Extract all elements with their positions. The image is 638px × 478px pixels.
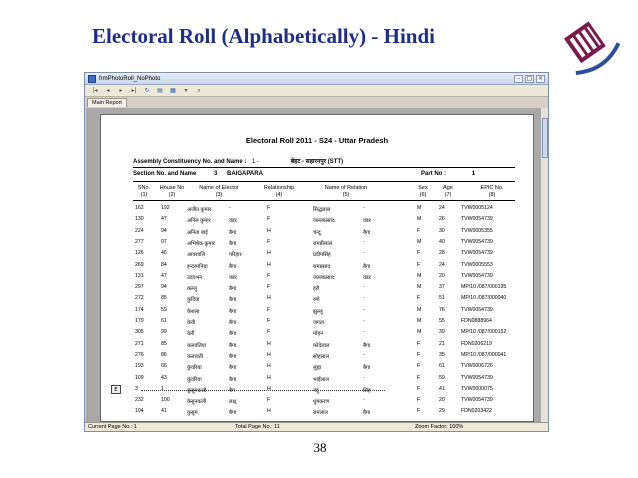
cell-suffix: बैगा [229, 353, 237, 360]
cell-epic: TVW0054739 [461, 216, 493, 223]
cell-relname: फोदेलाल [313, 342, 330, 349]
report-window [84, 72, 549, 432]
cell-epic: TVW0054739 [461, 306, 493, 313]
cell-sex: F [417, 340, 421, 347]
column-rule [133, 200, 515, 201]
cell-suffix: बैगा [229, 240, 237, 247]
cell-suffix: बैगा [229, 331, 237, 338]
cell-name: कुंवरिया [187, 376, 202, 383]
table-row[interactable] [101, 316, 534, 328]
cell-age: 29 [439, 408, 445, 415]
cell-relname: धुमकरण [313, 399, 330, 406]
cell-name: अनिता बाई [187, 229, 208, 236]
part-line [421, 171, 475, 177]
cell-sex: F [417, 363, 421, 370]
cell-epic: MP/10 /087/000152 [461, 329, 507, 336]
cell-epic: TVW0054739 [461, 238, 493, 245]
cell-sno: 232 [135, 397, 144, 404]
cell-house: 84 [161, 261, 167, 268]
cell-relsuffix: - [363, 238, 365, 245]
cell-age: 30 [439, 227, 445, 234]
table-row[interactable] [101, 248, 534, 260]
table-row[interactable] [101, 361, 534, 373]
cell-rel: H [267, 363, 271, 370]
cell-sno: 193 [135, 363, 144, 370]
cell-name: कल्लू [187, 286, 197, 293]
column-header-label: SNo. [137, 185, 151, 191]
cell-sex: F [417, 250, 421, 257]
report-viewer [86, 108, 547, 422]
close-icon[interactable]: × [537, 74, 544, 82]
section-no: 3 [214, 171, 218, 177]
cell-name: केसुनकली [187, 399, 207, 406]
cell-sex: M [417, 238, 422, 245]
cell-house: 47 [161, 272, 167, 279]
cell-epic: MP/10 /087/000041 [461, 351, 507, 358]
cell-house: 85 [161, 295, 167, 302]
cell-rel: H [267, 385, 271, 392]
section-label: Section No. and Name [133, 171, 197, 177]
table-row[interactable] [101, 395, 534, 407]
first-page-icon[interactable]: |◂ [92, 86, 98, 94]
column-header-number: (4) [275, 192, 283, 198]
column-header-label: House No [159, 185, 185, 191]
cell-relname: मोहन [313, 331, 324, 338]
cell-sno: 109 [135, 374, 144, 381]
cell-sex: F [417, 374, 421, 381]
cell-sex: M [417, 272, 422, 279]
cell-sex: M [417, 284, 422, 291]
cell-rel: F [267, 329, 271, 336]
election-commission-logo [542, 6, 634, 84]
column-header-label: Sex [418, 185, 428, 191]
cell-house: 192 [161, 205, 170, 211]
cell-sex: F [417, 408, 421, 415]
cell-sno: 297 [135, 284, 144, 291]
cell-relname: हरी [313, 286, 320, 293]
cell-sno: 174 [135, 306, 144, 313]
cell-suffix: - [229, 205, 231, 211]
cell-relsuffix: - [363, 318, 365, 324]
cell-sno: 162 [135, 205, 144, 211]
cell-age: 26 [439, 216, 445, 223]
cell-rel: H [267, 227, 271, 234]
cell-relsuffix: - [363, 284, 365, 291]
cell-sno: 224 [135, 227, 144, 234]
cell-name: कलवतिया [187, 342, 207, 349]
minimize-icon[interactable]: – [514, 75, 523, 83]
column-header [435, 185, 461, 199]
column-header [157, 185, 187, 199]
cell-sex: M [417, 205, 422, 211]
cell-suffix: बैगा [229, 320, 237, 326]
cell-sno: 104 [135, 408, 144, 415]
cell-epic: TVW0005355 [461, 227, 493, 234]
section-line [133, 171, 263, 177]
cell-rel: H [267, 374, 271, 381]
scrollbar-thumb[interactable] [542, 118, 548, 158]
cell-relname: सिद्धलाल [313, 207, 331, 213]
column-header [189, 185, 249, 199]
cell-relsuffix: - [363, 329, 365, 336]
cell-age: 51 [439, 295, 445, 302]
table-row[interactable] [101, 305, 534, 317]
cell-name: केशला [187, 308, 200, 315]
table-row[interactable] [101, 406, 534, 418]
cell-house: 1 [161, 385, 164, 392]
cell-age: 21 [439, 340, 445, 347]
cell-relname: जगता [313, 320, 325, 326]
cell-suffix: परिहार [229, 252, 242, 259]
cell-sex: M [417, 329, 422, 336]
cell-sno: 271 [135, 340, 144, 347]
cell-sno: 126 [135, 250, 144, 257]
cell-house: 61 [161, 318, 167, 324]
cell-relsuffix: वडर [363, 274, 371, 281]
tab-main-report[interactable]: Main Report [87, 98, 127, 107]
maximize-icon[interactable]: □ [526, 74, 533, 82]
cell-suffix: बैग [229, 387, 235, 394]
cell-relsuffix: - [363, 205, 365, 211]
cell-relsuffix: - [363, 374, 365, 381]
cell-name: केवी [187, 320, 196, 326]
cell-relsuffix: - [363, 250, 365, 257]
cell-sno: 305 [135, 329, 144, 336]
cell-house: 99 [161, 329, 167, 336]
window-title: frmPhotoRoll_NoPhoto [99, 75, 161, 82]
column-header-label: EPIC No. [480, 185, 504, 191]
cell-epic: TVW0054739 [461, 250, 493, 257]
cell-suffix: बैगा [229, 410, 237, 417]
cell-suffix: बैगा [229, 286, 237, 293]
header-rule [133, 167, 515, 168]
part-value: 1 [471, 171, 476, 177]
cell-sno: 179 [135, 318, 144, 324]
cell-rel: H [267, 250, 271, 257]
cell-rel: H [267, 408, 271, 415]
cell-relsuffix: वडर [363, 218, 371, 225]
cell-age: 24 [439, 261, 445, 268]
cell-age: 55 [439, 318, 445, 324]
cell-name: अजीत कुमार [187, 207, 212, 213]
cell-sno: 130 [135, 216, 144, 223]
print-icon[interactable]: ▤ [157, 86, 163, 94]
section-name: BAIGAPARA [227, 171, 263, 177]
table-row[interactable] [101, 260, 534, 272]
cell-relsuffix: सिंह [363, 387, 371, 394]
cell-relsuffix: बैगा [363, 263, 371, 270]
table-row[interactable] [101, 350, 534, 362]
status-total-page: Total Page No.: 11 [235, 424, 280, 430]
cell-sno: 276 [135, 351, 144, 358]
table-row[interactable] [101, 214, 534, 226]
cell-sex: M [417, 216, 422, 223]
cell-relsuffix: - [363, 351, 365, 358]
column-header-number: (5) [342, 192, 350, 198]
cell-suffix: लक्ष् [229, 399, 237, 406]
cell-sex: F [417, 397, 421, 404]
table-row[interactable] [101, 327, 534, 339]
table-row[interactable] [101, 203, 534, 215]
status-bar [85, 422, 548, 431]
cell-epic: TVW0005124 [461, 205, 493, 211]
column-header-number: (6) [419, 192, 427, 198]
cell-rel: F [267, 318, 271, 324]
cell-relname: जल्लाप्रसाद [313, 218, 335, 225]
cell-age: 76 [439, 306, 445, 313]
cell-sex: F [417, 295, 421, 302]
cell-relname: नंदू [313, 387, 319, 394]
cell-house: 94 [161, 284, 167, 291]
table-row[interactable] [101, 384, 534, 396]
cell-relname: रामलाल [313, 410, 328, 417]
cell-age: 37 [439, 284, 445, 291]
column-header-number: (8) [488, 192, 496, 198]
last-page-icon[interactable]: ▸| [131, 86, 137, 94]
cell-relsuffix: - [363, 295, 365, 302]
status-zoom: Zoom Factor: 100% [415, 424, 464, 430]
export-icon[interactable]: ▦ [170, 86, 176, 94]
constituency-label: Assembly Constituency No. and Name : [133, 159, 247, 165]
cell-relsuffix: बैगा [363, 229, 371, 236]
tab-bar [85, 97, 548, 107]
cell-relname: भाईलाल [313, 376, 329, 383]
cell-sex: F [417, 385, 421, 392]
cell-relname: जल्लाप्रसाद [313, 274, 335, 281]
cell-epic: TVW0054739 [461, 397, 493, 404]
cell-house: 07 [161, 238, 167, 245]
cell-house: 59 [161, 306, 167, 313]
report-page [100, 114, 534, 422]
cell-name: कलावती [187, 353, 204, 360]
cell-suffix: बैगा [229, 229, 237, 236]
cell-suffix: वडर [229, 218, 237, 225]
cell-rel: H [267, 340, 271, 347]
cell-rel: F [267, 284, 271, 291]
cell-relname: रामप्रसाद [313, 263, 331, 270]
cell-sno: 269 [135, 261, 144, 268]
cell-age: 24 [439, 205, 445, 211]
column-header [413, 185, 433, 199]
cell-rel: H [267, 351, 271, 358]
cell-house: 41 [161, 408, 167, 415]
cell-epic: TVW0006726 [461, 363, 493, 370]
cell-relsuffix: बैगा [363, 410, 371, 417]
cell-relname: सोहलाल [313, 353, 329, 360]
cell-suffix: बैगा [229, 308, 237, 315]
part-label: Part No : [421, 171, 447, 177]
table-row[interactable] [101, 271, 534, 283]
cell-sno: 131 [135, 272, 144, 279]
cell-relsuffix: - [363, 306, 365, 313]
table-row[interactable] [101, 282, 534, 294]
cell-relname: लुह्ला [313, 365, 322, 372]
cell-age: 59 [439, 374, 445, 381]
cell-sex: F [417, 261, 421, 268]
column-header-number: (1) [140, 192, 148, 198]
cell-name: इन्दरमनिया [187, 263, 208, 270]
cell-rel: F [267, 397, 271, 404]
constituency-hindi: बेहट - सहारनपुर (STT) [290, 159, 344, 165]
cell-rel: F [267, 238, 271, 245]
cell-name: कुसुमकली [187, 387, 207, 394]
cell-name: उदयभन [187, 274, 203, 281]
slide-page-number: 38 [313, 440, 327, 455]
row-focus-rule [141, 390, 385, 391]
cell-house: 47 [161, 216, 167, 223]
cell-relsuffix: बैगा [363, 342, 371, 349]
report-toolbar [85, 85, 548, 97]
cell-house: 46 [161, 250, 167, 257]
cell-relsuffix: बैगा [363, 365, 371, 372]
cell-name: कुसुम [187, 410, 198, 417]
cell-sno: 272 [135, 295, 144, 302]
column-header [467, 185, 517, 199]
cell-relname: रामप्रीलाल [313, 240, 333, 247]
zoom-icon[interactable]: ▾ [184, 86, 188, 94]
cell-house: 94 [161, 227, 167, 234]
column-header-label: Name of Elector [199, 185, 239, 191]
cell-age: 41 [439, 385, 445, 392]
cell-name: अनिल कुमार [187, 218, 211, 225]
cell-suffix: बैगा [229, 342, 237, 349]
slide-title: Electoral Roll (Alphabetically) - Hindi [92, 24, 435, 48]
column-header-number: (2) [168, 192, 176, 198]
cell-house: 86 [161, 351, 167, 358]
cell-sex: M [417, 318, 422, 324]
cell-relsuffix: - [363, 397, 365, 404]
column-header-label: Relationship [263, 185, 295, 191]
column-header [259, 185, 299, 199]
cell-epic: TVW0054739 [461, 374, 493, 381]
table-row[interactable] [101, 293, 534, 305]
cell-age: 61 [439, 363, 445, 370]
cell-house: 85 [161, 340, 167, 347]
cell-rel: F [267, 306, 271, 313]
cell-suffix: वडर [229, 274, 237, 281]
cell-name: केरी [187, 331, 195, 338]
cell-suffix: बैगा [229, 297, 237, 304]
cell-suffix: बैगा [229, 376, 237, 383]
vertical-scrollbar[interactable] [540, 108, 548, 422]
cell-relname: झुल्लू [313, 308, 323, 315]
cell-house: 100 [161, 397, 170, 404]
prev-page-icon[interactable]: ◂ [106, 86, 110, 94]
cell-age: 20 [439, 397, 445, 404]
cell-rel: F [267, 272, 271, 279]
cell-age: 20 [439, 272, 445, 279]
cell-sex: F [417, 351, 421, 358]
cell-house: 66 [161, 363, 167, 370]
table-row[interactable] [101, 339, 534, 351]
cell-sno: 3 [135, 385, 138, 392]
cell-rel: F [267, 205, 271, 211]
cell-age: 39 [439, 329, 445, 336]
report-title: Electoral Roll 2011 - S24 - Uttar Pradesh [245, 136, 389, 145]
cell-relname: चन्दू [313, 229, 321, 236]
cell-rel: H [267, 261, 271, 268]
cell-epic: FDN0888964 [461, 318, 492, 324]
column-header-label: Name of Relation [324, 185, 368, 191]
cell-epic: MP/10 /087/000195 [461, 284, 507, 291]
cell-suffix: बैगा [229, 263, 237, 270]
constituency-line [133, 157, 343, 165]
cell-rel: F [267, 216, 271, 223]
cell-epic: TVW0054739 [461, 272, 493, 279]
window-icon [88, 75, 96, 83]
cell-house: 43 [161, 374, 167, 381]
status-current-page: Current Page No.: 1 [88, 424, 137, 430]
cell-name: कुंदिया [187, 297, 200, 304]
cell-suffix: बैगा [229, 365, 237, 372]
next-page-icon[interactable]: ▸ [119, 86, 123, 94]
refresh-icon[interactable]: ↻ [144, 86, 150, 94]
cell-name: अभिषेक कुमार [187, 240, 215, 247]
cell-epic: TVW0005553 [461, 261, 493, 268]
cell-name: आयशालि [187, 252, 206, 259]
column-header-label: Age [443, 185, 453, 191]
row-edit-icon[interactable]: E [111, 385, 121, 394]
cell-age: 28 [439, 250, 445, 257]
cell-sex: M [417, 306, 422, 313]
search-icon[interactable]: ⌕ [197, 86, 201, 94]
table-row[interactable] [101, 226, 534, 238]
cell-epic: TVW0000075 [461, 385, 493, 392]
cell-name: कुंवरिया [187, 365, 202, 372]
column-header [311, 185, 381, 199]
table-row[interactable] [101, 237, 534, 249]
cell-epic: FDN0206219 [461, 340, 492, 347]
column-header [133, 185, 155, 199]
cell-epic: MP/10 /087/000040 [461, 295, 507, 302]
table-row[interactable] [101, 373, 534, 385]
window-titlebar [85, 73, 548, 85]
cell-age: 40 [439, 238, 445, 245]
section-rule [133, 181, 515, 182]
cell-sno: 277 [135, 238, 144, 245]
cell-sex: F [417, 227, 421, 234]
constituency-value: 1 - [252, 159, 260, 165]
cell-rel: H [267, 295, 271, 302]
cell-age: 35 [439, 351, 445, 358]
column-header-number: (7) [444, 192, 452, 198]
cell-relname: रमो [313, 297, 320, 304]
cell-relname: प्रदीपसिंह [313, 252, 331, 259]
column-header-number: (3) [215, 192, 223, 198]
cell-epic: FDN0203422 [461, 408, 492, 415]
